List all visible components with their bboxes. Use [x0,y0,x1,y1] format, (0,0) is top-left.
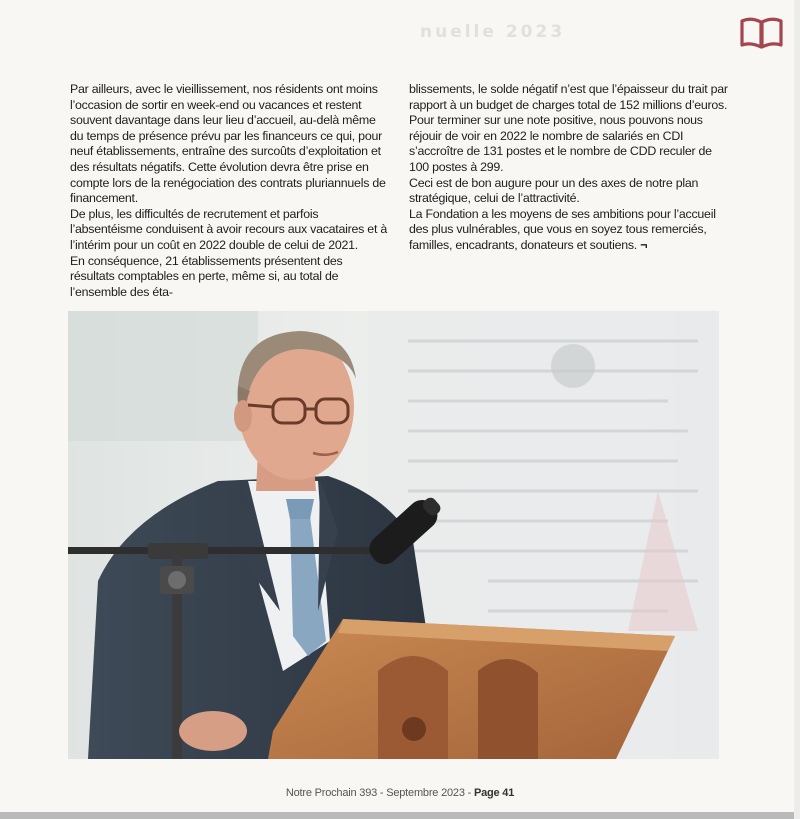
page-footer [0,787,800,799]
scan-edge-bottom [0,812,800,819]
footer-publication: Notre Prochain 393 - Septembre 2023 - [285,787,474,799]
paragraph: blissements, le solde négatif n’est que l’épaisseur du trait par rapport à un budget de charges total de 152 millions d’euros. [409,82,728,112]
paragraph: Ceci est de bon augure pour un des axes de notre plan stratégique, celui de l’attractivité. [409,175,699,206]
paragraph: En conséquence, 21 établissements présentent des résultats comptables en perte, même si, au total de l’ensemble des éta- [70,253,343,299]
paragraph: De plus, les difficultés de recrutement et parfois l’absentéisme conduisent à avoir recours aux vacataires et à l’intérim pour un coût en 2022 double de celui de 2021. [70,206,387,252]
end-of-article-mark: ¬ [640,237,648,252]
paragraph [409,207,731,254]
article-left-column [70,82,390,300]
article-right-column [409,82,731,254]
open-book-icon [739,16,784,50]
page-number: Page 41 [473,787,515,799]
paragraph: Pour terminer sur une note positive, nous pouvons nous réjouir de voir en 2022 le nombre de salariés en CDI s’accroître de 131 postes et le nombre de CDD reculer de 100 postes à 299. [409,113,712,174]
ghost-header-text: nuelle 2023 [420,22,566,42]
paragraph-text: La Fondation a les moyens de ses ambitions pour l’accueil des plus vulnérables, que vous en soyez tous remerciés, familles, encadrants, donateurs et soutiens. [409,206,716,252]
scan-edge-right [794,0,800,819]
speaker-at-lectern-photo [68,311,719,759]
paragraph: Par ailleurs, avec le vieillissement, nos résidents ont moins l’occasion de sortir en week-end ou vacances et restent souvent davantage dans leur lieu d’accueil, au-delà même du temps de présence prévu par les financeurs ce qui, pour neuf établissements, entraîne des surcoûts d’exploitation et des résultats négatifs. Cette évolution devra être prise en compte lors de la renégociation des contrats pluriannuels de financement. [70,82,386,206]
